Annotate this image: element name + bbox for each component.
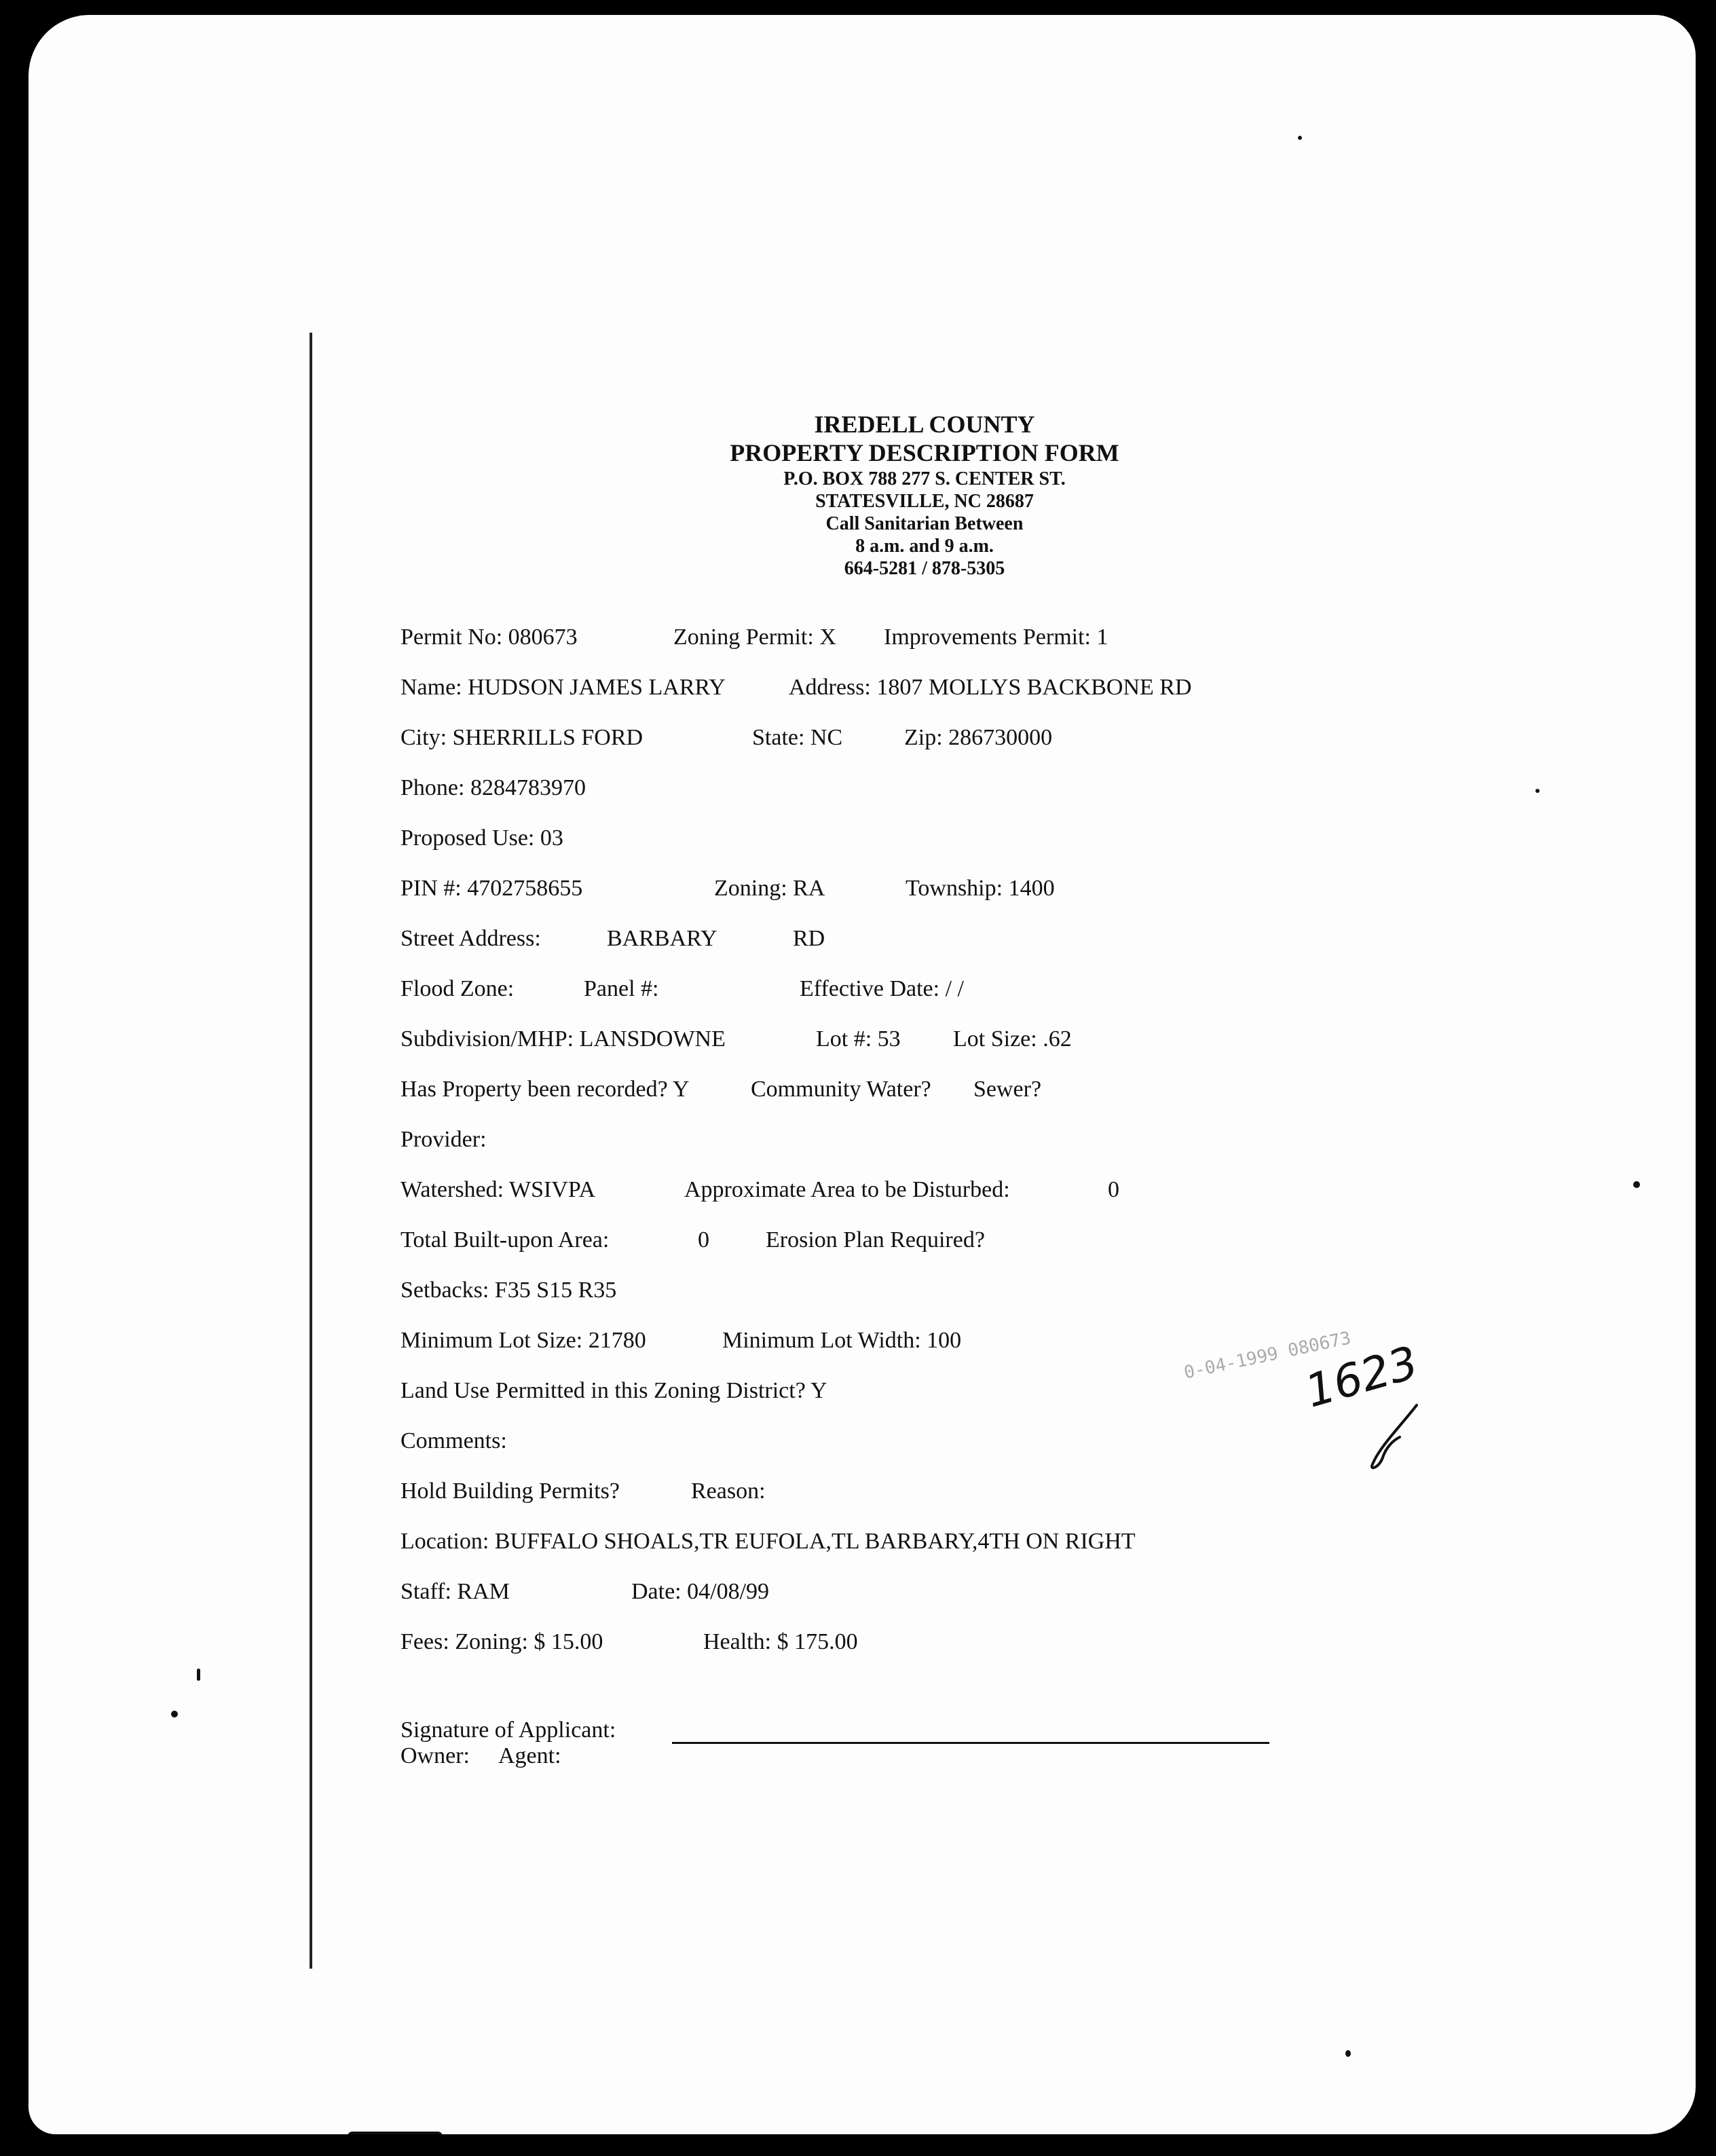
call-hours: 8 a.m. and 9 a.m. [855,536,994,557]
min-lot-size: Minimum Lot Size: 21780 [400,1328,646,1353]
applicant-address: Address: 1807 MOLLYS BACKBONE RD [789,675,1192,700]
left-margin-line [310,333,312,1969]
lot-size: Lot Size: .62 [953,1026,1072,1052]
owner-label: Owner: [400,1743,470,1768]
zoning-permit: Zoning Permit: X [673,625,836,650]
reason: Reason: [691,1479,766,1504]
land-use-permitted: Land Use Permitted in this Zoning District? Y [400,1378,827,1403]
po-box: P.O. BOX 788 277 S. CENTER ST. [783,468,1066,489]
call-instructions: Call Sanitarian Between [825,513,1024,534]
handwritten-initial-mark [1352,1400,1434,1474]
applicant-name: Name: HUDSON JAMES LARRY [400,675,726,700]
comments: Comments: [400,1428,507,1453]
speck [1535,789,1540,793]
approx-area-label: Approximate Area to be Disturbed: [684,1177,1010,1202]
pin: PIN #: 4702758655 [400,876,583,901]
city-state: STATESVILLE, NC 28687 [815,490,1034,512]
form-page [29,15,1696,2134]
sewer: Sewer? [973,1077,1042,1102]
effective-date: Effective Date: / / [800,976,964,1001]
state: State: NC [752,725,843,750]
speck [1345,2050,1351,2057]
signature-label: Signature of Applicant: [400,1717,616,1743]
flood-zone: Flood Zone: [400,976,515,1001]
zoning: Zoning: RA [714,876,825,901]
form-header [667,410,1182,580]
township: Township: 1400 [906,876,1055,901]
lot-number: Lot #: 53 [816,1026,901,1052]
subdivision: Subdivision/MHP: LANSDOWNE [400,1026,726,1052]
handwritten-number: 1623 [1299,1336,1424,1418]
property-recorded: Has Property been recorded? Y [400,1077,690,1102]
form-title: PROPERTY DESCRIPTION FORM [730,439,1119,467]
improvements-permit: Improvements Permit: 1 [884,625,1108,650]
erosion-plan: Erosion Plan Required? [766,1227,985,1252]
approx-area-value: 0 [1108,1177,1119,1202]
street-suffix: RD [793,926,825,951]
date: Date: 04/08/99 [631,1579,770,1604]
permit-no: Permit No: 080673 [400,625,578,650]
min-lot-width: Minimum Lot Width: 100 [722,1328,962,1353]
speck [1298,136,1302,140]
agent-label: Agent: [498,1743,561,1768]
phone: Phone: 8284783970 [400,775,586,800]
fees-zoning: Fees: Zoning: $ 15.00 [400,1629,603,1654]
speck [171,1711,178,1717]
zip: Zip: 286730000 [904,725,1053,750]
city: City: SHERRILLS FORD [400,725,644,750]
county-title: IREDELL COUNTY [814,411,1035,438]
panel-number: Panel #: [584,976,659,1001]
scan-smudge [348,2132,443,2134]
signature-line [672,1742,1269,1744]
total-built-value: 0 [698,1227,709,1252]
hold-building-permits: Hold Building Permits? [400,1479,620,1504]
speck [197,1669,200,1681]
street-address-label: Street Address: [400,926,541,951]
setbacks: Setbacks: F35 S15 R35 [400,1278,617,1303]
fees-health: Health: $ 175.00 [703,1629,858,1654]
staff: Staff: RAM [400,1579,510,1604]
community-water: Community Water? [751,1077,931,1102]
street-name: BARBARY [607,926,717,951]
speck [1633,1181,1640,1188]
watershed: Watershed: WSIVPA [400,1177,596,1202]
faint-date-stamp: 0-04-1999 080673 [1182,1328,1353,1383]
phone-numbers: 664-5281 / 878-5305 [844,558,1005,580]
location: Location: BUFFALO SHOALS,TR EUFOLA,TL BARBARY,4TH ON RIGHT [400,1529,1136,1554]
provider: Provider: [400,1127,487,1152]
proposed-use: Proposed Use: 03 [400,825,563,851]
total-built-label: Total Built-upon Area: [400,1227,610,1252]
